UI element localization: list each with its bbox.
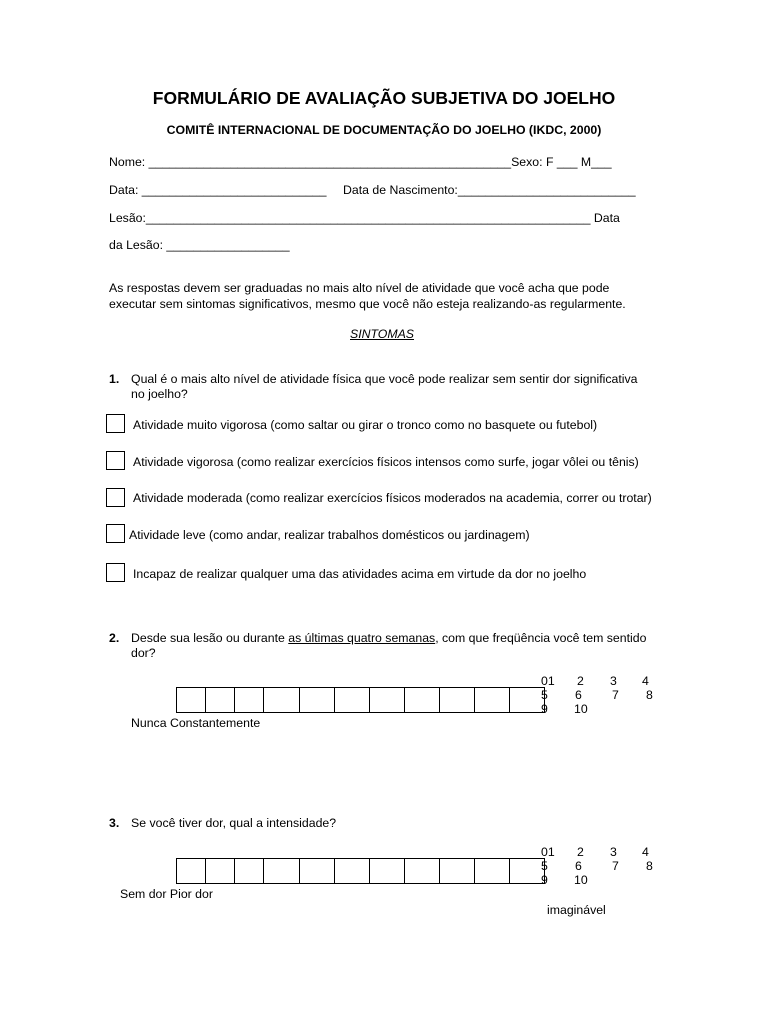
scale-box[interactable] <box>440 858 475 884</box>
scale-number: 3 <box>610 845 617 859</box>
scale-box[interactable] <box>405 687 440 713</box>
scale-number: 5 <box>541 688 548 702</box>
instructions-line-2: executar sem sintomas significativos, mesmo que você não esteja realizando-as regularmente. <box>109 297 626 311</box>
injury-date-line: da Lesão: __________________ <box>109 238 290 252</box>
question-1-number: 1. <box>109 372 120 386</box>
scale-box[interactable] <box>440 687 475 713</box>
scale-number: 6 <box>575 859 582 873</box>
page-title: FORMULÁRIO DE AVALIAÇÃO SUBJETIVA DO JOELHO <box>152 88 616 108</box>
page-subtitle: COMITÊ INTERNACIONAL DE DOCUMENTAÇÃO DO JOELHO (IKDC, 2000) <box>166 123 602 137</box>
question-2-text-pre: Desde sua lesão ou durante <box>131 631 289 645</box>
scale-box[interactable] <box>206 858 235 884</box>
question-3-number: 3. <box>109 816 120 830</box>
option-vigorous-checkbox[interactable] <box>106 451 125 470</box>
scale-box[interactable] <box>206 687 235 713</box>
question-2-text-underlined: as últimas quatro semanas <box>288 631 436 645</box>
scale-number: 3 <box>610 674 617 688</box>
question-2-text-post: , com que freqüência você tem sentido <box>435 631 647 645</box>
option-moderate-checkbox[interactable] <box>106 488 125 507</box>
scale-box[interactable] <box>335 687 370 713</box>
name-sex-line: Nome: _____________________________________________________Sexo: F ___ M___ <box>109 155 612 169</box>
question-2-frequency-scale <box>176 687 545 713</box>
option-unable-checkbox[interactable] <box>106 563 125 582</box>
scale-number: 4 <box>642 674 649 688</box>
scale-number: 8 <box>646 859 653 873</box>
scale-box[interactable] <box>510 858 545 884</box>
scale-number: 7 <box>612 859 619 873</box>
instructions-line-1: As respostas devem ser graduadas no mais alto nível de atividade que você acha que pode <box>109 281 610 295</box>
option-moderate-label: Atividade moderada (como realizar exercícios físicos moderados na academia, correr ou trotar) <box>133 491 652 505</box>
scale-box[interactable] <box>300 858 335 884</box>
scale-number: 7 <box>612 688 619 702</box>
birth-date-line: Data de Nascimento:__________________________ <box>343 183 636 197</box>
scale-number: 6 <box>575 688 582 702</box>
scale-number: 2 <box>577 674 584 688</box>
injury-line: Lesão:_________________________________________________________________ Data <box>109 211 620 225</box>
scale-box[interactable] <box>235 687 264 713</box>
question-1-text-line-1: Qual é o mais alto nível de atividade física que você pode realizar sem sentir dor significativa <box>131 372 638 386</box>
scale-box[interactable] <box>370 687 405 713</box>
scale-number: 01 <box>541 845 555 859</box>
question-3-anchor-label: Sem dor Pior dor <box>120 887 213 901</box>
scale-box[interactable] <box>235 858 264 884</box>
question-2-number: 2. <box>109 631 120 645</box>
scale-number: 9 <box>541 702 548 716</box>
section-title: SINTOMAS <box>350 327 415 341</box>
scale-box[interactable] <box>475 858 510 884</box>
scale-box[interactable] <box>475 687 510 713</box>
question-2-text-line-2: dor? <box>131 646 156 660</box>
question-1-text-line-2: no joelho? <box>131 387 188 401</box>
date-line: Data: ___________________________ <box>109 183 327 197</box>
option-very-vigorous-checkbox[interactable] <box>106 414 125 433</box>
scale-box[interactable] <box>177 858 206 884</box>
question-2-text-line-1 <box>131 631 646 646</box>
scale-number: 10 <box>574 873 588 887</box>
question-3-anchor-label-2: imaginável <box>547 903 606 917</box>
option-very-vigorous-label: Atividade muito vigorosa (como saltar ou girar o tronco como no basquete ou futebol) <box>133 418 598 432</box>
scale-number: 2 <box>577 845 584 859</box>
scale-box[interactable] <box>177 687 206 713</box>
scale-box[interactable] <box>300 687 335 713</box>
question-2-anchor-label: Nunca Constantemente <box>131 716 261 730</box>
scale-number: 01 <box>541 674 555 688</box>
scale-number: 5 <box>541 859 548 873</box>
scale-box[interactable] <box>264 687 300 713</box>
option-unable-label: Incapaz de realizar qualquer uma das atividades acima em virtude da dor no joelho <box>133 567 587 581</box>
scale-number: 8 <box>646 688 653 702</box>
option-light-label: Atividade leve (como andar, realizar trabalhos domésticos ou jardinagem) <box>129 528 530 542</box>
question-3-text: Se você tiver dor, qual a intensidade? <box>131 816 337 830</box>
scale-number: 9 <box>541 873 548 887</box>
question-3-intensity-scale <box>176 858 545 884</box>
scale-box[interactable] <box>370 858 405 884</box>
scale-number: 10 <box>574 702 588 716</box>
scale-box[interactable] <box>510 687 545 713</box>
scale-box[interactable] <box>264 858 300 884</box>
scale-box[interactable] <box>405 858 440 884</box>
scale-box[interactable] <box>335 858 370 884</box>
option-light-checkbox[interactable] <box>106 524 125 543</box>
scale-number: 4 <box>642 845 649 859</box>
option-vigorous-label: Atividade vigorosa (como realizar exercícios físicos intensos como surfe, jogar vôlei ou tênis) <box>133 455 639 469</box>
